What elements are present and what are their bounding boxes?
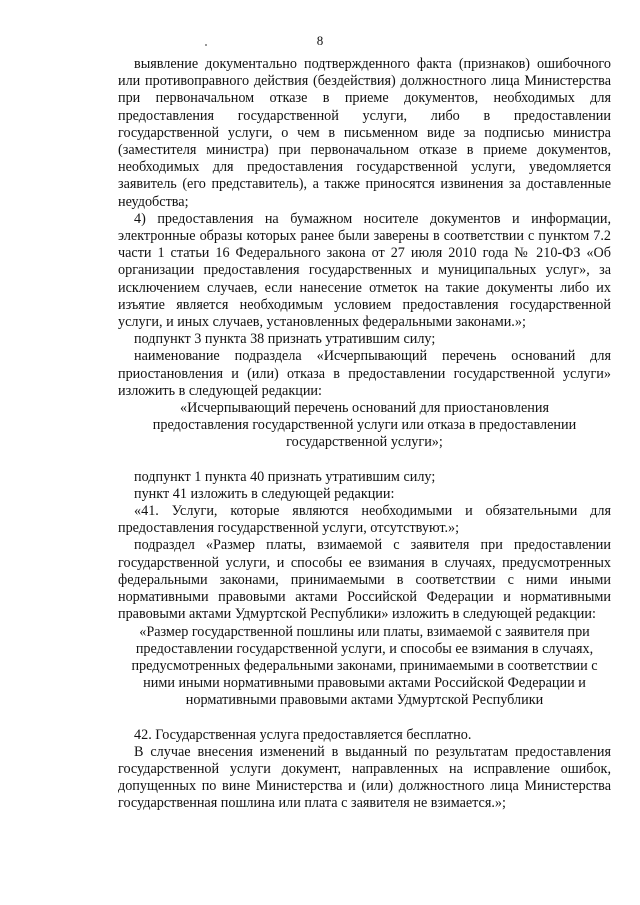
spacer (118, 710, 611, 727)
paragraph: 4) предоставления на бумажном носителе документов и информации, электронные образы которых ранее были заверены в соответствии с пунктом 7.2 части 1 статьи 16 Федерального закона от 27 июля 2010 года № 210-ФЗ «Об организации предоставления государственных и муниципальных услуг», за исключением случаев, если нанесение отметок на такие документы либо их изъятие является необходимым условием предоставления государственной услуги, и иных случаев, установленных федеральными законами.»; (118, 210, 611, 331)
centered-heading: «Размер государственной пошлины или платы, взимаемой с заявителя при предоставлении государственной услуги, и способы ее взимания в случаях, предусмотренных федеральными законами, принимаемыми в соответствии с ними иными нормативными правовыми актами Российской Федерации и нормативными правовыми актами Удмуртской Республики (131, 623, 598, 709)
paragraph: подпункт 1 пункта 40 признать утратившим силу; (134, 468, 436, 485)
paragraph: пункт 41 изложить в следующей редакции: (134, 485, 395, 502)
paragraph: выявление документально подтвержденного факта (признаков) ошибочного или противоправного действия (бездействия) должностного лица Министерства при первоначальном отказе в приеме документов, необходимых для предоставления государственной услуги, либо в предоставлении государственной услуги, о чем в письменном виде за подписью министра (заместителя министра) при первоначальном отказе в приеме документов, необходимых для предоставления государственной услуги, уведомляется заявитель (его представитель), а также приносятся извинения за доставленные неудобства; (118, 56, 611, 210)
paragraph: В случае внесения изменений в выданный по результатам предоставления государственной услуги документ, направленных на исправление ошибок, допущенных по вине Министерства и (или) должностного лица Министерства государственная пошлина или плата с заявителя не взимается.»; (118, 743, 611, 812)
centered-heading: «Исчерпывающий перечень оснований для приостановления предоставления государственной услуги или отказа в предоставлении государственной услуги»; (152, 400, 577, 451)
paragraph: подпункт 3 пункта 38 признать утратившим силу; (134, 331, 436, 348)
paragraph: подраздел «Размер платы, взимаемой с заявителя при предоставлении государственной услуги, и способы ее взимания в случаях, предусмотренных федеральными законами, принимаемыми в соответствии с ними иными нормативными правовыми актами Российской Федерации и нормативными правовыми актами Удмуртской Республики» изложить в следующей редакции: (118, 537, 611, 623)
paragraph: «41. Услуги, которые являются необходимыми и обязательными для предоставления государственной услуги, отсутствуют.»; (118, 503, 611, 537)
paragraph: 42. Государственная услуга предоставляется бесплатно. (134, 726, 472, 743)
scan-speck (205, 44, 207, 46)
spacer (118, 452, 611, 469)
document-body (118, 56, 611, 813)
paragraph: наименование подраздела «Исчерпывающий перечень оснований для приостановления и (или) отказа в предоставлении государственной услуги» изложить в следующей редакции: (118, 348, 611, 399)
page-number: 8 (316, 33, 324, 48)
